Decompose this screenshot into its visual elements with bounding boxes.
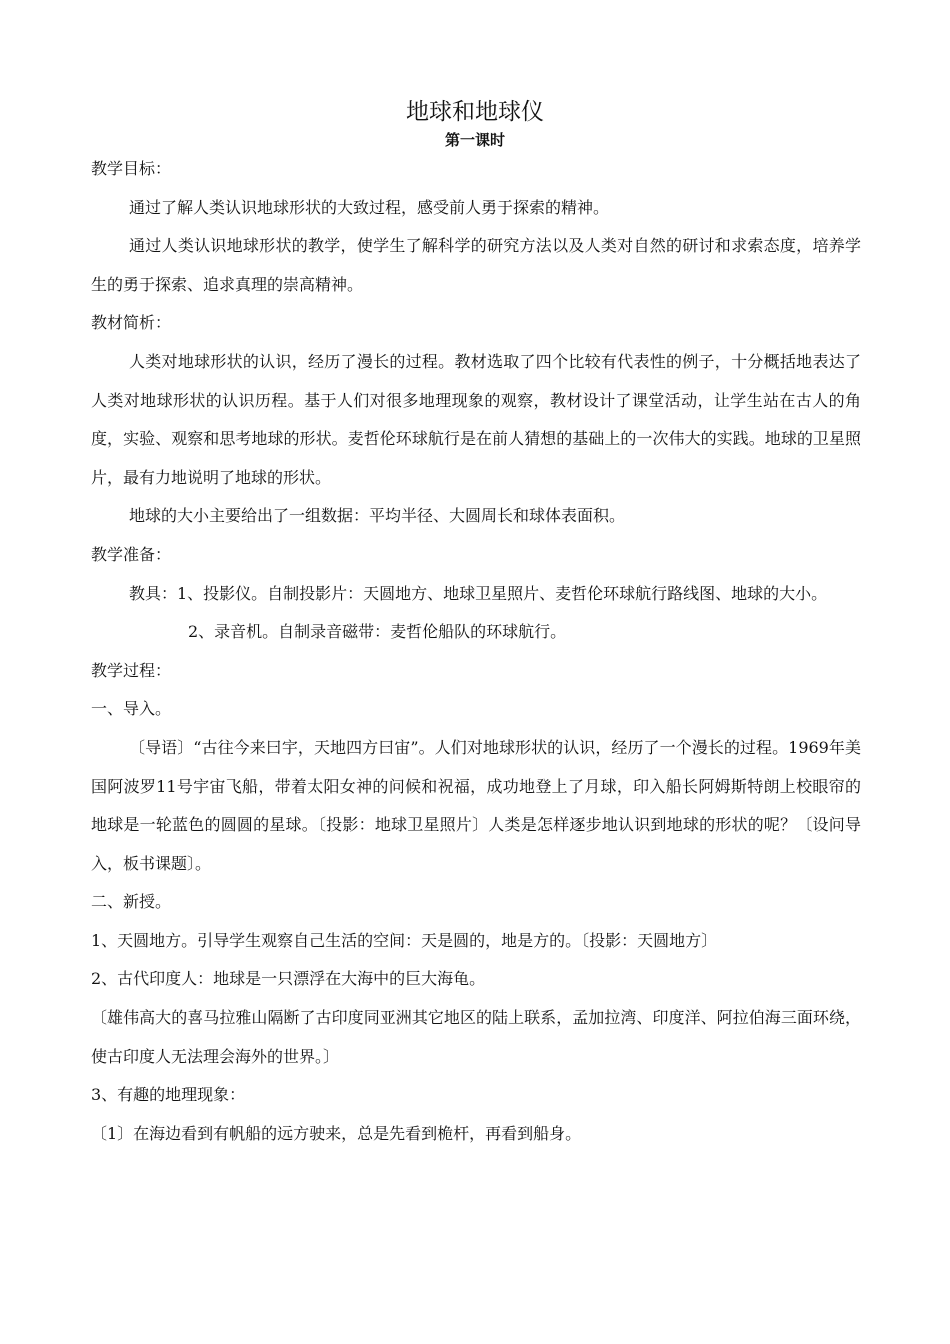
- list-item: 3、有趣的地理现象：: [91, 1085, 246, 1105]
- section-heading: 一、导入。: [91, 699, 172, 719]
- intro-paragraph: 〔导语〕“古往今来曰宇，天地四方曰宙”。人们对地球形状的认识，经历了一个漫长的过程。1969年美国阿波罗11号宇宙飞船，带着太阳女神的问候和祝福，成功地登上了月球，印入船长阿姆斯特朗上校眼帘的地球是一轮蓝色的圆圆的星球。〔投影：地球卫星照片〕人类是怎样逐步地认识到地球的形状的呢？〔设问导入，板书课题〕。: [91, 737, 861, 873]
- section-heading: 二、新授。: [91, 892, 172, 912]
- list-item: 1、天圆地方。引导学生观察自己生活的空间：天是圆的，地是方的。〔投影：天圆地方〕: [91, 930, 718, 950]
- document-body: [91, 150, 861, 1153]
- heading-teaching-process: 教学过程：: [91, 660, 172, 680]
- list-item: 2、古代印度人：地球是一只漂浮在大海中的巨大海龟。: [91, 969, 486, 989]
- preparation-item: 2、录音机。自制录音磁带：麦哲伦船队的环球航行。: [188, 622, 567, 642]
- list-item: 〔1〕在海边看到有帆船的远方驶来，总是先看到桅杆，再看到船身。: [91, 1123, 582, 1143]
- goal-paragraph: 通过了解人类认识地球形状的大致过程，感受前人勇于探索的精神。: [129, 197, 610, 217]
- preparation-item: 教具：1、投影仪。自制投影片：天圆地方、地球卫星照片、麦哲伦环球航行路线图、地球的大小。: [129, 583, 828, 603]
- heading-teaching-preparation: 教学准备：: [91, 544, 172, 564]
- goal-paragraph: 通过人类认识地球形状的教学，使学生了解科学的研究方法以及人类对自然的研讨和求索态度，培养学生的勇于探索、追求真理的崇高精神。: [91, 236, 861, 294]
- analysis-paragraph: 地球的大小主要给出了一组数据：平均半径、大圆周长和球体表面积。: [129, 506, 626, 526]
- document-title: 地球和地球仪: [406, 99, 544, 125]
- analysis-paragraph: 人类对地球形状的认识，经历了漫长的过程。教材选取了四个比较有代表性的例子，十分概括地表达了人类对地球形状的认识历程。基于人们对很多地理现象的观察，教材设计了课堂活动，让学生站在古人的角度，实验、观察和思考地球的形状。麦哲伦环球航行是在前人猜想的基础上的一次伟大的实践。地球的卫星照片，最有力地说明了地球的形状。: [91, 351, 861, 487]
- heading-material-analysis: 教材简析：: [91, 313, 172, 333]
- document-subtitle: 第一课时: [444, 131, 505, 149]
- note-paragraph: 〔雄伟高大的喜马拉雅山隔断了古印度同亚洲其它地区的陆上联系，孟加拉湾、印度洋、阿拉伯海三面环绕，使古印度人无法理会海外的世界。〕: [91, 1008, 861, 1066]
- heading-teaching-goals: 教学目标：: [91, 159, 172, 178]
